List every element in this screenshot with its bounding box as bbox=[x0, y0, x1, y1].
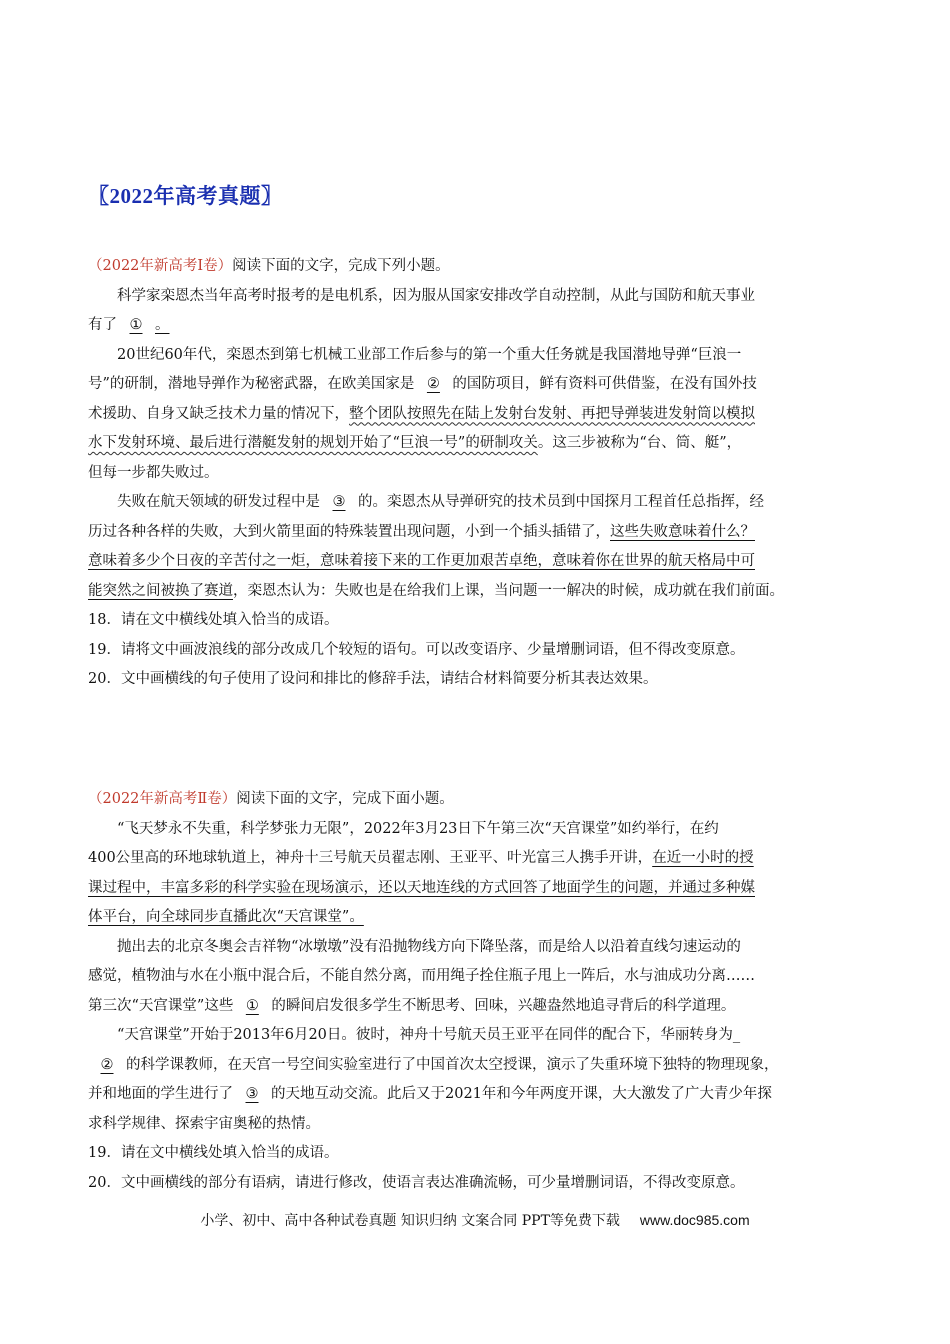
paragraph-line: “天宫课堂”开始于2013年6月20日。彼时，神舟十号航天员王亚平在同伴的配合下，华丽转身为_ bbox=[117, 1027, 741, 1043]
source-label: （2022年新高考Ⅰ卷） bbox=[88, 258, 233, 274]
blank-1: ① bbox=[245, 997, 259, 1014]
paragraph-line: 感觉，植物油与水在小瓶中混合后，不能自然分离，而用绳子拴住瓶子甩上一阵后，水与油成功分离…… bbox=[88, 968, 755, 984]
paragraph-line: 求科学规律、探索宇宙奥秘的热情。 bbox=[88, 1115, 320, 1132]
paragraph-line: 水下发射环境、最后进行潜艇发射的规划开始了“巨浪一号”的研制攻关。这三步被称为“台、筒、艇”， bbox=[88, 435, 742, 451]
source-label: （2022年新高考Ⅱ卷） bbox=[88, 791, 237, 807]
question-19: 19．请在文中横线处填入恰当的成语。 bbox=[88, 1145, 339, 1161]
paragraph-line: 并和地面的学生进行了 ③ 的天地互动交流。此后又于2021年和今年两度开课，大大激发了广大青少年探 bbox=[88, 1080, 865, 1110]
underlined-text: 能突然之间被换了赛道 bbox=[88, 582, 233, 599]
blank-2: ② bbox=[100, 1056, 114, 1073]
paragraph-line: 号”的研制，潜地导弹作为秘密武器，在欧美国家是 ② 的国防项目，鲜有资料可供借鉴，在没有国外技 bbox=[88, 370, 865, 400]
section-heading: 〖2022年高考真题〗 bbox=[88, 184, 283, 208]
underlined-text: 这些失败意味着什么？ bbox=[610, 523, 755, 540]
paragraph-line: 400公里高的环地球轨道上，神舟十三号航天员翟志刚、王亚平、叶光富三人携手开讲，在近一小时的授 bbox=[88, 850, 754, 866]
page-footer bbox=[0, 1210, 950, 1230]
paragraph-line: 有了 ① 。 bbox=[88, 311, 865, 341]
paragraph-line: 失败在航天领域的研发过程中是 ③ 的。栾恩杰从导弹研究的技术员到中国探月工程首任总指挥，经 bbox=[88, 488, 865, 518]
footer-link[interactable]: www.doc985.com bbox=[639, 1212, 750, 1228]
underlined-text: 课过程中，丰富多彩的科学实验在现场演示，还以天地连线的方式回答了地面学生的问题，并通过多种媒 bbox=[88, 879, 755, 896]
question-20: 20．文中画横线的部分有语病，请进行修改，使语言表达准确流畅，可少量增删词语，不得改变原意。 bbox=[88, 1174, 745, 1191]
instruction: 阅读下面的文字，完成下面小题。 bbox=[236, 791, 454, 807]
paragraph-line: ② 的科学课教师，在天宫一号空间实验室进行了中国首次太空授课，演示了失重环境下独特的物理现象， bbox=[88, 1051, 865, 1081]
blank-2: ② bbox=[426, 376, 440, 392]
wavy-underlined-text: 水下发射环境、最后进行潜艇发射的规划开始了“巨浪一号”的研制攻关 bbox=[88, 435, 538, 451]
paragraph-line: 但每一步都失败过。 bbox=[88, 464, 219, 481]
paragraph-line: 能突然之间被换了赛道，栾恩杰认为：失败也是在给我们上课，当问题一一解决的时候，成功就在我们前面。 bbox=[88, 582, 784, 599]
paragraph-line: 20世纪60年代，栾恩杰到第七机械工业部工作后参与的第一个重大任务就是我国潜地导弹“巨浪一 bbox=[117, 346, 742, 363]
blank-3: ③ bbox=[245, 1086, 259, 1102]
underlined-text: 意味着多少个日夜的辛苦付之一炬，意味着接下来的工作更加艰苦卓绝，意味着你在世界的航天格局中可 bbox=[88, 553, 755, 569]
underlined-text: 在近一小时的授 bbox=[652, 850, 754, 866]
footer-text: 小学、初中、高中各种试卷真题 知识归纳 文案合同 PPT等免费下载 bbox=[200, 1213, 620, 1229]
paragraph-line: 术援助、自身又缺乏技术力量的情况下，整个团队按照先在陆上发射台发射、再把导弹装进发射筒以模拟 bbox=[88, 405, 755, 422]
instruction: 阅读下面的文字，完成下列小题。 bbox=[232, 258, 450, 274]
paragraph-line bbox=[88, 547, 865, 577]
passage-2 bbox=[88, 785, 865, 1198]
paragraph-line: 科学家栾恩杰当年高考时报考的是电机系，因为服从国家安排改学自动控制，从此与国防和航天事业 bbox=[117, 287, 755, 304]
paragraph-line: 第三次“天宫课堂”这些 ① 的瞬间启发很多学生不断思考、回味，兴趣盎然地追寻背后的科学道理。 bbox=[88, 992, 865, 1022]
underlined-text: 体平台，向全球同步直播此次“天宫课堂”。 bbox=[88, 909, 364, 925]
wavy-underlined-text: 整个团队按照先在陆上发射台发射、再把导弹装进发射筒以模拟 bbox=[349, 405, 755, 422]
blank-1: ① bbox=[129, 317, 143, 333]
paragraph-line: 历过各种各样的失败，大到火箭里面的特殊装置出现问题，小到一个插头插错了，这些失败意味着什么？ bbox=[88, 523, 755, 540]
passage-1-header bbox=[88, 252, 865, 282]
paragraph-line: 抛出去的北京冬奥会吉祥物“冰墩墩”没有沿抛物线方向下降坠落，而是给人以沿着直线匀速运动的 bbox=[117, 938, 741, 955]
blank-3: ③ bbox=[332, 494, 346, 510]
question-19: 19．请将文中画波浪线的部分改成几个较短的语句。可以改变语序、少量增删词语，但不得改变原意。 bbox=[88, 641, 745, 658]
passage-2-header bbox=[88, 785, 865, 815]
paragraph-line bbox=[88, 903, 865, 933]
question-20: 20．文中画横线的句子使用了设问和排比的修辞手法，请结合材料简要分析其表达效果。 bbox=[88, 671, 658, 687]
paragraph-line: “飞天梦永不失重，科学梦张力无限”，2022年3月23日下午第三次“天宫课堂”如约举行，在约 bbox=[117, 820, 719, 837]
passage-1 bbox=[88, 252, 865, 695]
question-18: 18．请在文中横线处填入恰当的成语。 bbox=[88, 612, 339, 628]
paragraph-line bbox=[88, 874, 865, 904]
